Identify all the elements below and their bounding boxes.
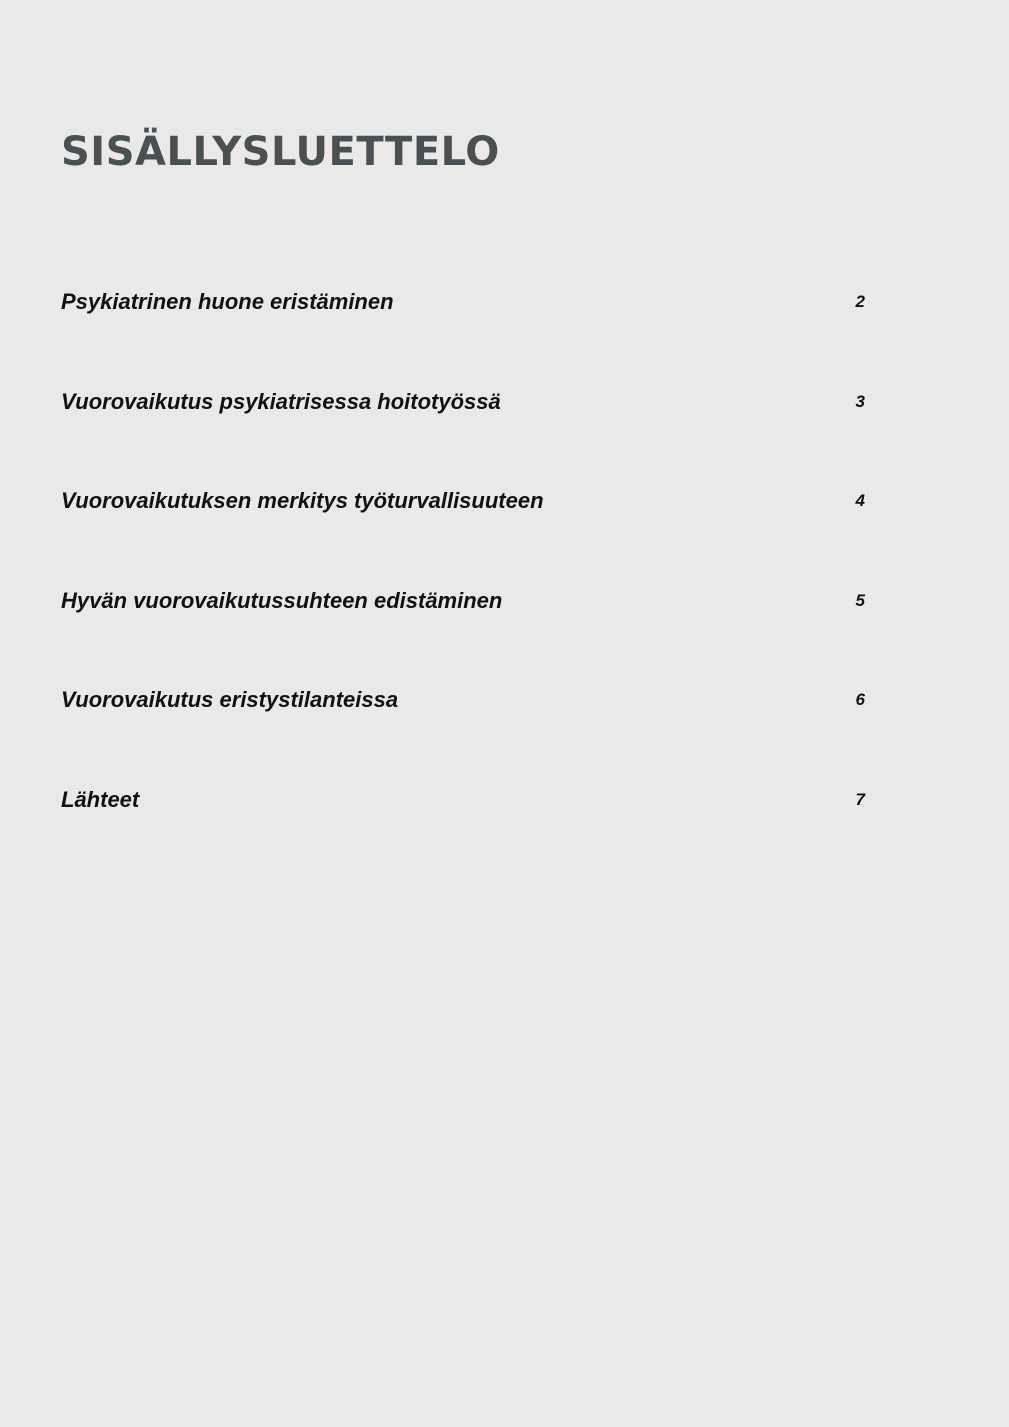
toc-entry-label: Psykiatrinen huone eristäminen (61, 289, 394, 314)
toc-entry (61, 382, 871, 482)
toc-entry (61, 680, 871, 780)
toc-entry (61, 282, 871, 382)
toc-entry-label: Hyvän vuorovaikutussuhteen edistäminen (61, 587, 503, 613)
toc-entry-page-number: 5 (855, 590, 865, 610)
toc-entry (61, 780, 871, 880)
toc-entry-page-number: 7 (855, 789, 865, 809)
toc-entry-label: Vuorovaikutus eristystilanteissa (61, 687, 399, 713)
toc-entry-page-number: 2 (855, 292, 865, 311)
toc-entry-page-number: 3 (855, 391, 865, 411)
toc-entry-label: Vuorovaikutuksen merkitys työturvallisuuteen (61, 488, 544, 514)
toc-entry-page-number: 6 (855, 690, 865, 710)
toc-entry-label: Vuorovaikutus psykiatrisessa hoitotyössä (61, 388, 501, 414)
toc-entry-label: Lähteet (61, 786, 140, 812)
toc-entry (61, 581, 871, 681)
table-of-contents (61, 282, 871, 880)
page-title: SISÄLLYSLUETTELO (61, 129, 500, 175)
toc-entry (61, 481, 871, 581)
toc-entry-page-number: 4 (855, 491, 865, 511)
